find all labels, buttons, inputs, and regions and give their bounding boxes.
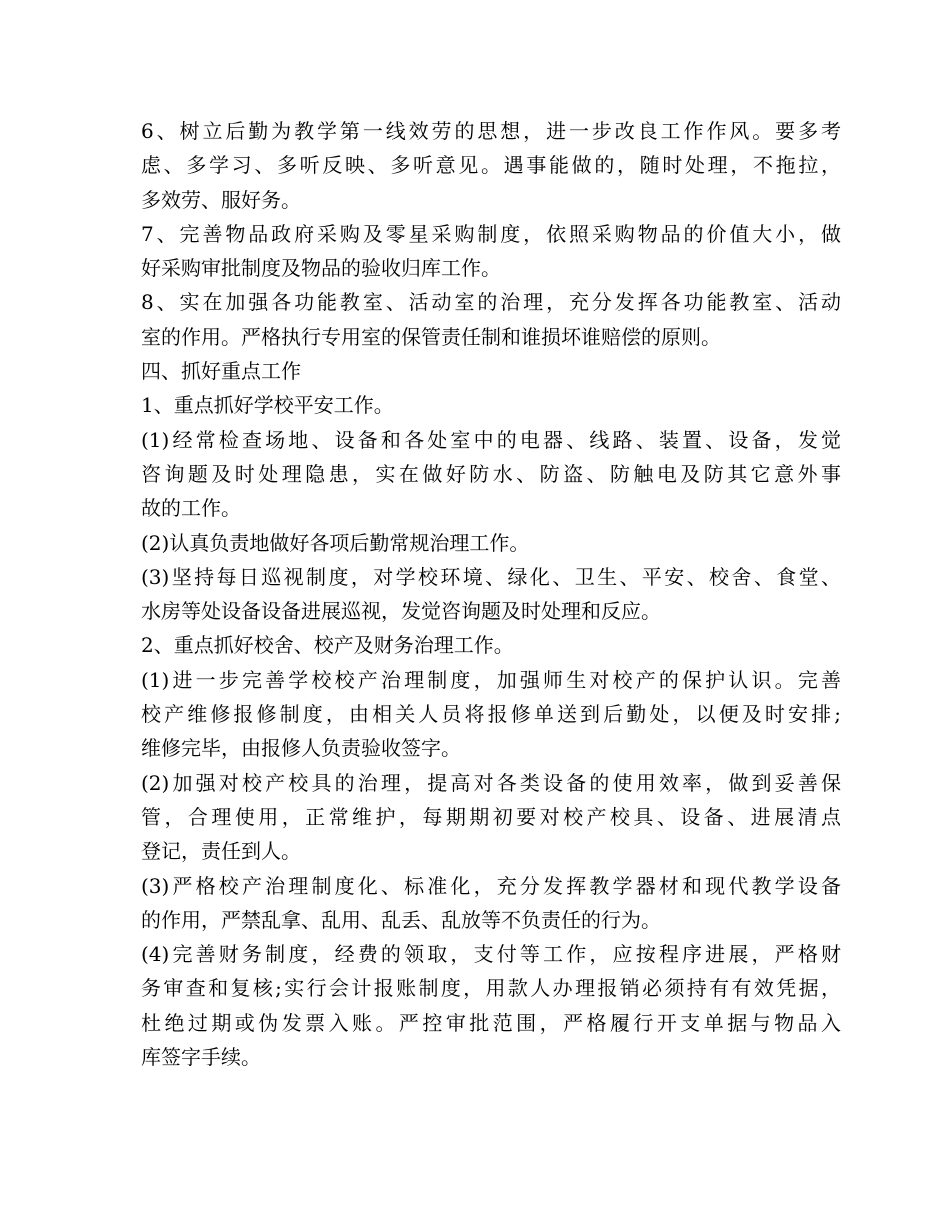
text-line: 四、抓好重点工作 — [141, 359, 301, 384]
text-line: 杜绝过期或伪发票入账。严控审批范围，严格履行开支单据与物品入 — [141, 1010, 841, 1035]
text-line: 6、树立后勤为教学第一线效劳的思想，进一步改良工作作风。要多考 — [141, 119, 841, 143]
text-line: (3)坚持每日巡视制度，对学校环境、绿化、卫生、平安、校舍、食堂、 — [141, 564, 841, 589]
text-line: 好采购审批制度及物品的验收归库工作。 — [141, 256, 501, 281]
text-line: 务审查和复核;实行会计报账制度，用款人办理报销必须持有有效凭据， — [141, 976, 841, 1001]
text-line: 管，合理使用，正常维护，每期期初要对校产校具、设备、进展清点 — [141, 804, 841, 829]
text-line: 校产维修报修制度，由相关人员将报修单送到后勤处，以便及时安排; — [141, 702, 841, 727]
text-line: 登记，责任到人。 — [141, 839, 301, 864]
text-line: 8、实在加强各功能教室、活动室的治理，充分发挥各功能教室、活动 — [141, 290, 841, 315]
text-line: (4)完善财务制度，经费的领取，支付等工作，应按程序进展，严格财 — [141, 942, 841, 967]
text-line: (2)加强对校产校具的治理，提高对各类设备的使用效率，做到妥善保 — [141, 770, 841, 795]
text-line: 咨询题及时处理隐患，实在做好防水、防盗、防触电及防其它意外事 — [141, 461, 841, 486]
text-line: 的作用，严禁乱拿、乱用、乱丢、乱放等不负责任的行为。 — [141, 907, 661, 932]
text-line: (2)认真负责地做好各项后勤常规治理工作。 — [141, 530, 530, 555]
text-line: 虑、多学习、多听反映、多听意见。遇事能做的，随时处理，不拖拉， — [141, 153, 841, 178]
text-line: 1、重点抓好学校平安工作。 — [141, 393, 394, 418]
text-line: 多效劳、服好务。 — [141, 187, 301, 212]
text-line: 2、重点抓好校舍、校产及财务治理工作。 — [141, 633, 514, 658]
text-line: 维修完毕，由报修人负责验收签字。 — [141, 736, 461, 761]
text-line: 室的作用。严格执行专用室的保管责任制和谁损坏谁赔偿的原则。 — [141, 324, 721, 349]
text-line: (1)进一步完善学校校产治理制度，加强师生对校产的保护认识。完善 — [141, 667, 841, 692]
text-line: (3)严格校产治理制度化、标准化，充分发挥教学器材和现代教学设备 — [141, 873, 841, 898]
text-line: 库签字手续。 — [141, 1045, 261, 1070]
text-line: 故的工作。 — [141, 496, 241, 521]
text-line: (1)经常检查场地、设备和各处室中的电器、线路、装置、设备，发觉 — [141, 427, 841, 452]
text-line: 水房等处设备设备进展巡视，发觉咨询题及时处理和反应。 — [141, 599, 661, 624]
text-line: 7、完善物品政府采购及零星采购制度，依照采购物品的价值大小，做 — [141, 221, 841, 246]
document-body — [141, 114, 841, 1074]
